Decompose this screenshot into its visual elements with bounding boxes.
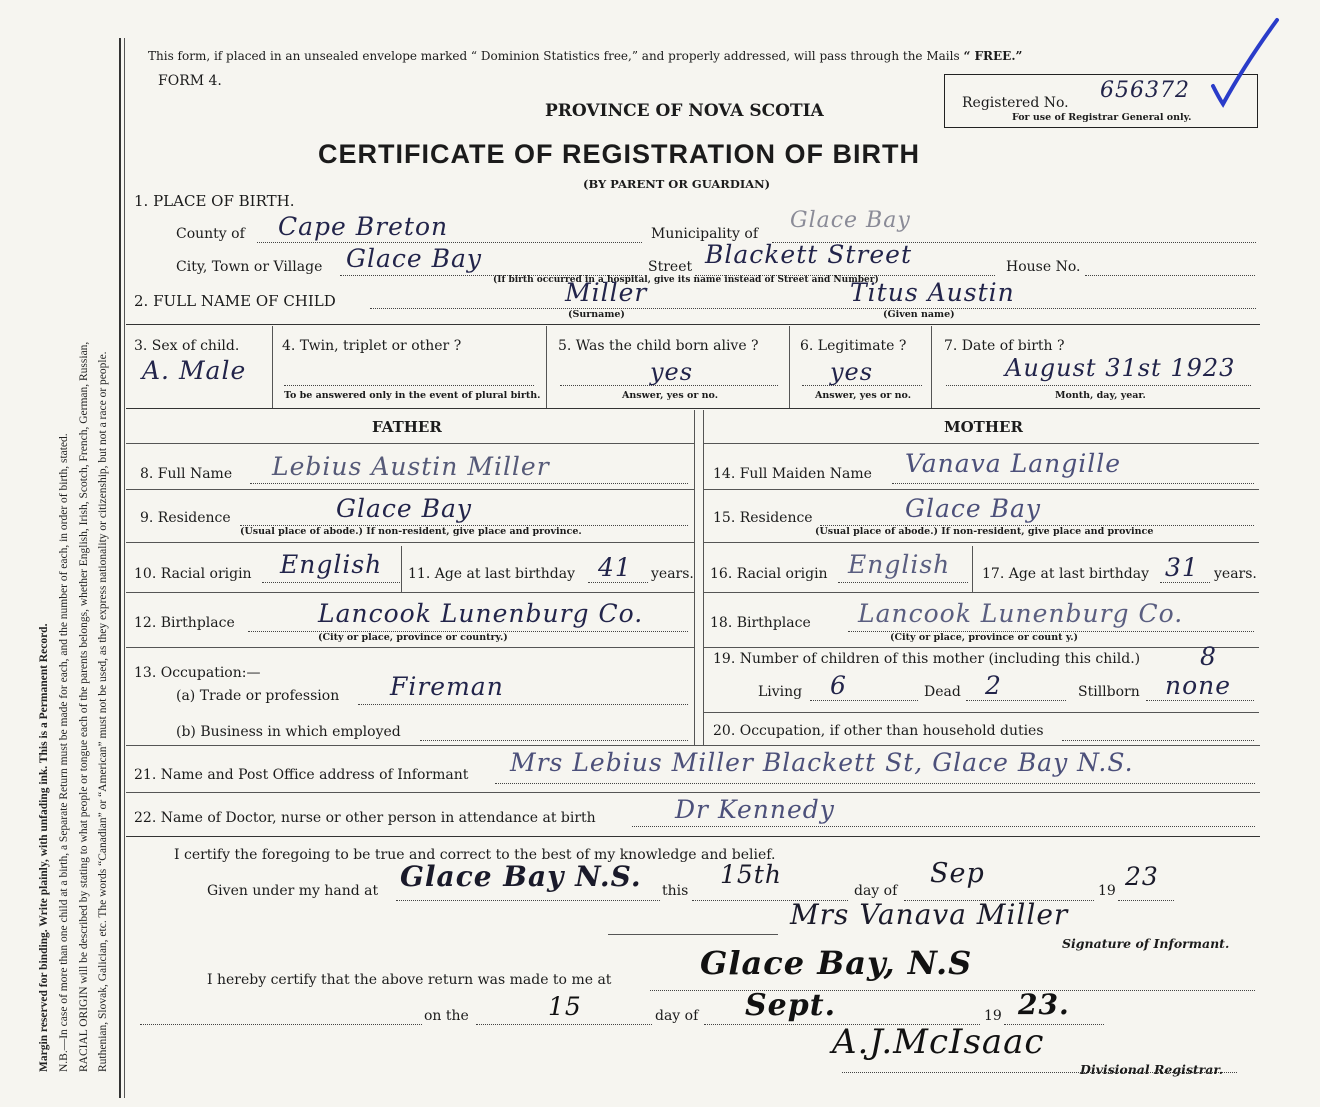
children-count-value: 8 — [1200, 642, 1217, 671]
doctor-label: 22. Name of Doctor, nurse or other person in attendance at birth — [134, 810, 596, 826]
mother-heading: MOTHER — [944, 418, 1023, 436]
registrar-day-of-label: day of — [655, 1008, 699, 1024]
legitimate-note: Answer, yes or no. — [815, 390, 912, 401]
check-mark-icon — [1205, 14, 1285, 109]
child-given-name: Titus Austin — [850, 278, 1015, 307]
trade-label: (a) Trade or profession — [176, 688, 340, 704]
municipality-label: Municipality of — [651, 226, 759, 242]
registrar-signature-caption: Divisional Registrar. — [1080, 1062, 1224, 1077]
given-year-value: 23 — [1125, 862, 1159, 891]
informant-signature-caption: Signature of Informant. — [1062, 936, 1230, 951]
informant-label: 21. Name and Post Office address of Informant — [134, 767, 469, 783]
registered-number: 656372 — [1100, 78, 1190, 103]
mother-residence-note: (Usual place of abode.) If non-resident, give place and province — [815, 526, 1154, 537]
given-day-value: 15th — [720, 860, 782, 889]
mother-residence-value: Glace Bay — [905, 494, 1042, 523]
mother-name-label: 14. Full Maiden Name — [713, 466, 872, 482]
born-alive-note: Answer, yes or no. — [622, 390, 719, 401]
given-day-of-label: day of — [854, 883, 898, 899]
informant-value: Mrs Lebius Miller Blackett St, Glace Bay N.S. — [510, 748, 1134, 777]
date-of-birth-note: Month, day, year. — [1055, 390, 1146, 401]
mother-age-label: 17. Age at last birthday — [982, 566, 1150, 582]
sex-label: 3. Sex of child. — [134, 338, 240, 354]
stillborn-label: Stillborn — [1078, 684, 1140, 700]
postal-note: This form, if placed in an unsealed envelope marked “ Dominion Statistics free,” and properly addressed, will pass through the Mails “ FREE.” — [148, 49, 1023, 63]
trade-value: Fireman — [390, 672, 504, 701]
mother-name-value: Vanava Langille — [905, 449, 1122, 478]
margin-instruction: Margin reserved for binding. Write plainly, with unfading ink. This is a Permanent Record. — [38, 623, 50, 1072]
registrar-signature: A.J.McIsaac — [832, 1022, 1045, 1062]
municipality-value: Glace Bay — [790, 208, 911, 233]
binding-rule-inner — [124, 38, 125, 1098]
document-subtitle: (BY PARENT OR GUARDIAN) — [583, 177, 771, 191]
document-title: CERTIFICATE OF REGISTRATION OF BIRTH — [318, 139, 920, 169]
registrar-month-value: Sept. — [745, 988, 837, 1023]
father-racial-origin-value: English — [280, 550, 383, 579]
registrar-day-value: 15 — [548, 992, 582, 1021]
street-value: Blackett Street — [705, 240, 913, 269]
mother-age-value: 31 — [1165, 553, 1199, 582]
racial-origin-note: RACIAL ORIGIN will be described by stating to what people or tongue each of the parents belongs, whether English, Irish, Scotch, French, German, Russian, — [78, 341, 90, 1072]
registrar-year-value: 23. — [1018, 988, 1070, 1021]
dead-label: Dead — [924, 684, 961, 700]
father-residence-note: (Usual place of abode.) If non-resident, give place and province. — [240, 526, 582, 537]
mother-residence-label: 15. Residence — [713, 510, 813, 526]
date-of-birth-value: August 31st 1923 — [1005, 354, 1236, 382]
father-age-value: 41 — [598, 553, 632, 582]
father-birthplace-note: (City or place, province or country.) — [318, 632, 508, 643]
given-month-value: Sep — [930, 858, 985, 889]
twin-note: To be answered only in the event of plural birth. — [284, 390, 541, 401]
father-residence-value: Glace Bay — [336, 494, 473, 523]
mother-racial-origin-label: 16. Racial origin — [710, 566, 828, 582]
mother-years-label: years. — [1214, 566, 1257, 582]
mother-occupation-label: 20. Occupation, if other than household duties — [713, 723, 1044, 739]
born-alive-value: yes — [650, 358, 694, 386]
registrar-statement: I hereby certify that the above return was made to me at — [207, 972, 612, 988]
registrar-year-prefix: 19 — [984, 1008, 1002, 1024]
racial-origin-note-continued: Ruthenian, Slovak, Galician, etc. The words “Canadian” or “American” must not be used, as they express nationality or citizenship, but not a race or people. — [97, 351, 109, 1072]
registrar-note: For use of Registrar General only. — [1012, 112, 1192, 123]
hospital-note: (If birth occurred in a hospital, give its name instead of Street and Number) — [493, 275, 879, 285]
given-under-hand-label: Given under my hand at — [207, 883, 379, 899]
margin-note: N.B.—In case of more than one child at a birth, a Separate Return must be made for each, and the number of each, in order of birth, stated. — [58, 433, 70, 1072]
place-of-birth-label: 1. PLACE OF BIRTH. — [134, 192, 295, 210]
living-value: 6 — [830, 671, 847, 700]
mother-birthplace-value: Lancook Lunenburg Co. — [858, 599, 1184, 628]
business-label: (b) Business in which employed — [176, 724, 401, 740]
born-alive-label: 5. Was the child born alive ? — [558, 338, 759, 354]
child-name-label: 2. FULL NAME OF CHILD — [134, 292, 336, 310]
given-place-value: Glace Bay N.S. — [400, 860, 642, 893]
house-number-label: House No. — [1006, 259, 1081, 275]
certify-statement: I certify the foregoing to be true and correct to the best of my knowledge and belief. — [174, 847, 776, 863]
child-surname: Miller — [565, 278, 648, 307]
city-label: City, Town or Village — [176, 259, 323, 275]
this-label: this — [662, 883, 689, 899]
father-occupation-label: 13. Occupation:— — [134, 665, 261, 681]
binding-rule — [119, 38, 121, 1098]
living-label: Living — [758, 684, 803, 700]
province-heading: PROVINCE OF NOVA SCOTIA — [545, 101, 824, 121]
children-count-label: 19. Number of children of this mother (including this child.) — [713, 651, 1141, 667]
father-name-value: Lebius Austin Miller — [272, 452, 550, 481]
mother-birthplace-label: 18. Birthplace — [710, 615, 811, 631]
registered-label: Registered No. — [962, 95, 1069, 111]
father-years-label: years. — [651, 566, 694, 582]
stillborn-value: none — [1165, 671, 1232, 700]
given-year-prefix: 19 — [1098, 883, 1116, 899]
dead-value: 2 — [985, 671, 1002, 700]
registrar-on-the-label: on the — [424, 1008, 469, 1024]
mother-birthplace-note: (City or place, province or count y.) — [890, 632, 1079, 643]
father-name-label: 8. Full Name — [140, 466, 233, 482]
legitimate-value: yes — [830, 358, 874, 386]
given-name-caption: (Given name) — [883, 309, 955, 320]
street-label: Street — [648, 259, 693, 275]
legitimate-label: 6. Legitimate ? — [800, 338, 907, 354]
father-heading: FATHER — [372, 418, 442, 436]
twin-label: 4. Twin, triplet or other ? — [282, 338, 462, 354]
registrar-place-value: Glace Bay, N.S — [700, 944, 973, 982]
county-value: Cape Breton — [278, 212, 449, 241]
sex-value: A. Male — [142, 356, 247, 385]
surname-caption: (Surname) — [568, 309, 625, 320]
father-birthplace-value: Lancook Lunenburg Co. — [318, 599, 644, 628]
father-residence-label: 9. Residence — [140, 510, 231, 526]
doctor-value: Dr Kennedy — [675, 795, 835, 824]
mother-racial-origin-value: English — [848, 550, 951, 579]
father-age-label: 11. Age at last birthday — [408, 566, 576, 582]
father-birthplace-label: 12. Birthplace — [134, 615, 235, 631]
form-number: FORM 4. — [158, 73, 222, 89]
father-racial-origin-label: 10. Racial origin — [134, 566, 252, 582]
city-value: Glace Bay — [346, 244, 483, 273]
date-of-birth-label: 7. Date of birth ? — [944, 338, 1065, 354]
county-label: County of — [176, 226, 245, 242]
informant-signature: Mrs Vanava Miller — [790, 898, 1069, 931]
